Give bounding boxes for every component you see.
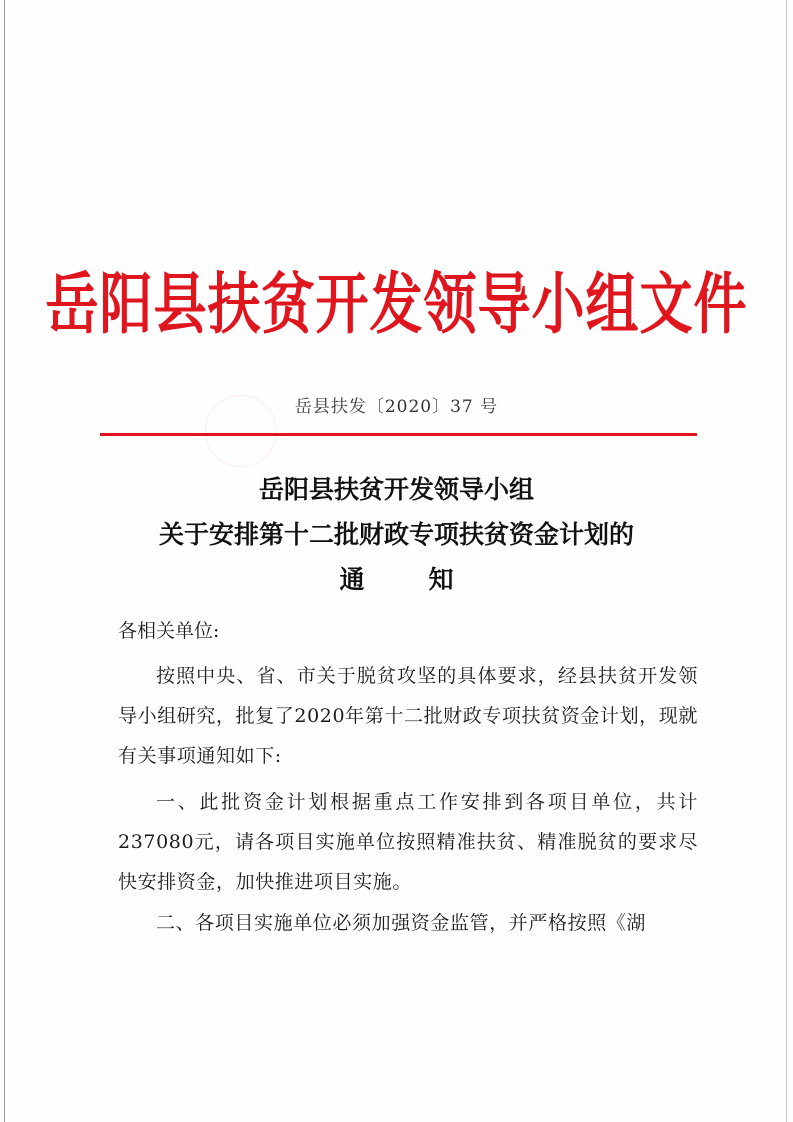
red-masthead-title: 岳阳县扶贫开发领导小组文件 [45, 267, 748, 344]
body-paragraph-2: 一、此批资金计划根据重点工作安排到各项目单位，共计237080元，请各项目实施单位按照精准扶贫、精准脱贫的要求尽快安排资金，加快推进项目实施。 [118, 791, 698, 893]
red-separator-line [100, 433, 697, 436]
notice-title-line-2: 关于安排第十二批财政专项扶贫资金计划的 [158, 520, 634, 549]
body-paragraph-3: 二、各项目实施单位必须加强资金监管，并严格按照《湖 [156, 912, 647, 934]
body-paragraph-1: 按照中央、省、市关于脱贫攻坚的具体要求，经县扶贫开发领导小组研究，批复了2020年第十二批财政专项扶贫资金计划，现就有关事项通知如下: [118, 665, 698, 767]
notice-title-line-1: 岳阳县扶贫开发领导小组 [258, 475, 534, 504]
notice-title-line-3: 通知 [339, 565, 518, 594]
salutation: 各相关单位: [118, 620, 220, 642]
document-number: 岳县扶发〔2020〕37 号 [294, 397, 499, 417]
